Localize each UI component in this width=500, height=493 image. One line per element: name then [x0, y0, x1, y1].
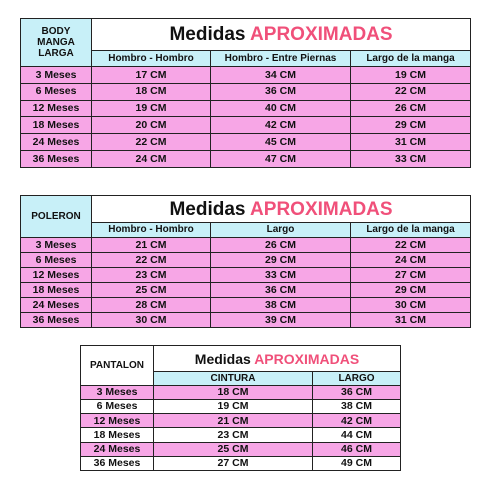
cell: 12 Meses: [21, 100, 92, 117]
cell: 39 CM: [211, 313, 351, 328]
table-title: [154, 346, 401, 372]
cell: 36 Meses: [81, 456, 154, 470]
cell: 25 CM: [154, 442, 313, 456]
table-title: [92, 196, 471, 223]
table-label-line: LARGA: [38, 48, 74, 59]
cell: 18 Meses: [81, 428, 154, 442]
cell: 45 CM: [211, 134, 351, 151]
cell: 31 CM: [351, 313, 471, 328]
table-row: [21, 134, 471, 151]
table-row: [81, 400, 401, 414]
table-row: [21, 238, 471, 253]
cell: 33 CM: [211, 268, 351, 283]
cell: 24 CM: [92, 151, 211, 168]
table-row: [21, 100, 471, 117]
table-row: [81, 414, 401, 428]
table-row: [21, 117, 471, 134]
table-row: [81, 386, 401, 400]
cell: 38 CM: [313, 400, 401, 414]
cell: 36 Meses: [21, 313, 92, 328]
cell: 20 CM: [92, 117, 211, 134]
table-row: [21, 268, 471, 283]
poleron-size-table: [20, 195, 471, 328]
cell: 21 CM: [92, 238, 211, 253]
column-header: Largo: [211, 223, 351, 238]
table-row: [21, 283, 471, 298]
cell: 21 CM: [154, 414, 313, 428]
title-word: Medidas: [169, 198, 246, 220]
cell: 19 CM: [154, 400, 313, 414]
cell: 36 CM: [313, 386, 401, 400]
cell: 49 CM: [313, 456, 401, 470]
column-header: Largo de la manga: [351, 51, 471, 67]
table-row: [81, 428, 401, 442]
cell: 47 CM: [211, 151, 351, 168]
cell: 18 CM: [154, 386, 313, 400]
cell: 24 CM: [351, 253, 471, 268]
cell: 6 Meses: [81, 400, 154, 414]
table-title: [92, 19, 471, 51]
cell: 46 CM: [313, 442, 401, 456]
cell: 19 CM: [351, 67, 471, 84]
body-manga-larga-size-table: [20, 18, 471, 168]
cell: 6 Meses: [21, 253, 92, 268]
cell: 30 CM: [351, 298, 471, 313]
cell: 33 CM: [351, 151, 471, 168]
table-label-line: BODY: [41, 26, 71, 37]
cell: 36 CM: [211, 283, 351, 298]
cell: 12 Meses: [81, 414, 154, 428]
cell: 44 CM: [313, 428, 401, 442]
cell: 3 Meses: [81, 386, 154, 400]
cell: 42 CM: [211, 117, 351, 134]
cell: 12 Meses: [21, 268, 92, 283]
cell: 19 CM: [92, 100, 211, 117]
cell: 31 CM: [351, 134, 471, 151]
cell: 18 CM: [92, 83, 211, 100]
table-row: [81, 456, 401, 470]
cell: 3 Meses: [21, 67, 92, 84]
table-row: [21, 83, 471, 100]
table-label: POLERON: [21, 196, 92, 238]
cell: 24 Meses: [21, 298, 92, 313]
cell: 27 CM: [154, 456, 313, 470]
cell: 36 CM: [211, 83, 351, 100]
cell: 22 CM: [92, 253, 211, 268]
title-word: Medidas: [169, 24, 246, 45]
cell: 24 Meses: [81, 442, 154, 456]
table-row: [21, 67, 471, 84]
cell: 17 CM: [92, 67, 211, 84]
cell: 22 CM: [351, 238, 471, 253]
column-header: Hombro - Entre Piernas: [211, 51, 351, 67]
table-label-line: MANGA: [37, 37, 75, 48]
cell: 40 CM: [211, 100, 351, 117]
title-highlight: APROXIMADAS: [254, 350, 360, 367]
cell: 22 CM: [351, 83, 471, 100]
table-row: [81, 442, 401, 456]
cell: 28 CM: [92, 298, 211, 313]
column-header: CINTURA: [154, 372, 313, 386]
title-highlight: APROXIMADAS: [250, 198, 393, 220]
table-row: [21, 151, 471, 168]
column-header: Largo de la manga: [351, 223, 471, 238]
cell: 26 CM: [351, 100, 471, 117]
cell: 27 CM: [351, 268, 471, 283]
table-row: [21, 253, 471, 268]
cell: 3 Meses: [21, 238, 92, 253]
cell: 29 CM: [351, 117, 471, 134]
cell: 18 Meses: [21, 117, 92, 134]
table-label: PANTALON: [81, 346, 154, 386]
cell: 29 CM: [211, 253, 351, 268]
cell: 25 CM: [92, 283, 211, 298]
cell: 18 Meses: [21, 283, 92, 298]
column-header: Hombro - Hombro: [92, 51, 211, 67]
cell: 42 CM: [313, 414, 401, 428]
cell: 26 CM: [211, 238, 351, 253]
title-word: Medidas: [194, 350, 251, 367]
cell: 38 CM: [211, 298, 351, 313]
table-row: [21, 313, 471, 328]
cell: 23 CM: [154, 428, 313, 442]
table-row: [21, 298, 471, 313]
cell: 22 CM: [92, 134, 211, 151]
pantalon-size-table: [80, 345, 401, 471]
cell: 34 CM: [211, 67, 351, 84]
column-header: LARGO: [313, 372, 401, 386]
cell: 6 Meses: [21, 83, 92, 100]
cell: 29 CM: [351, 283, 471, 298]
table-label: [21, 19, 92, 67]
cell: 36 Meses: [21, 151, 92, 168]
cell: 30 CM: [92, 313, 211, 328]
cell: 23 CM: [92, 268, 211, 283]
column-header: Hombro - Hombro: [92, 223, 211, 238]
title-highlight: APROXIMADAS: [250, 24, 393, 45]
cell: 24 Meses: [21, 134, 92, 151]
